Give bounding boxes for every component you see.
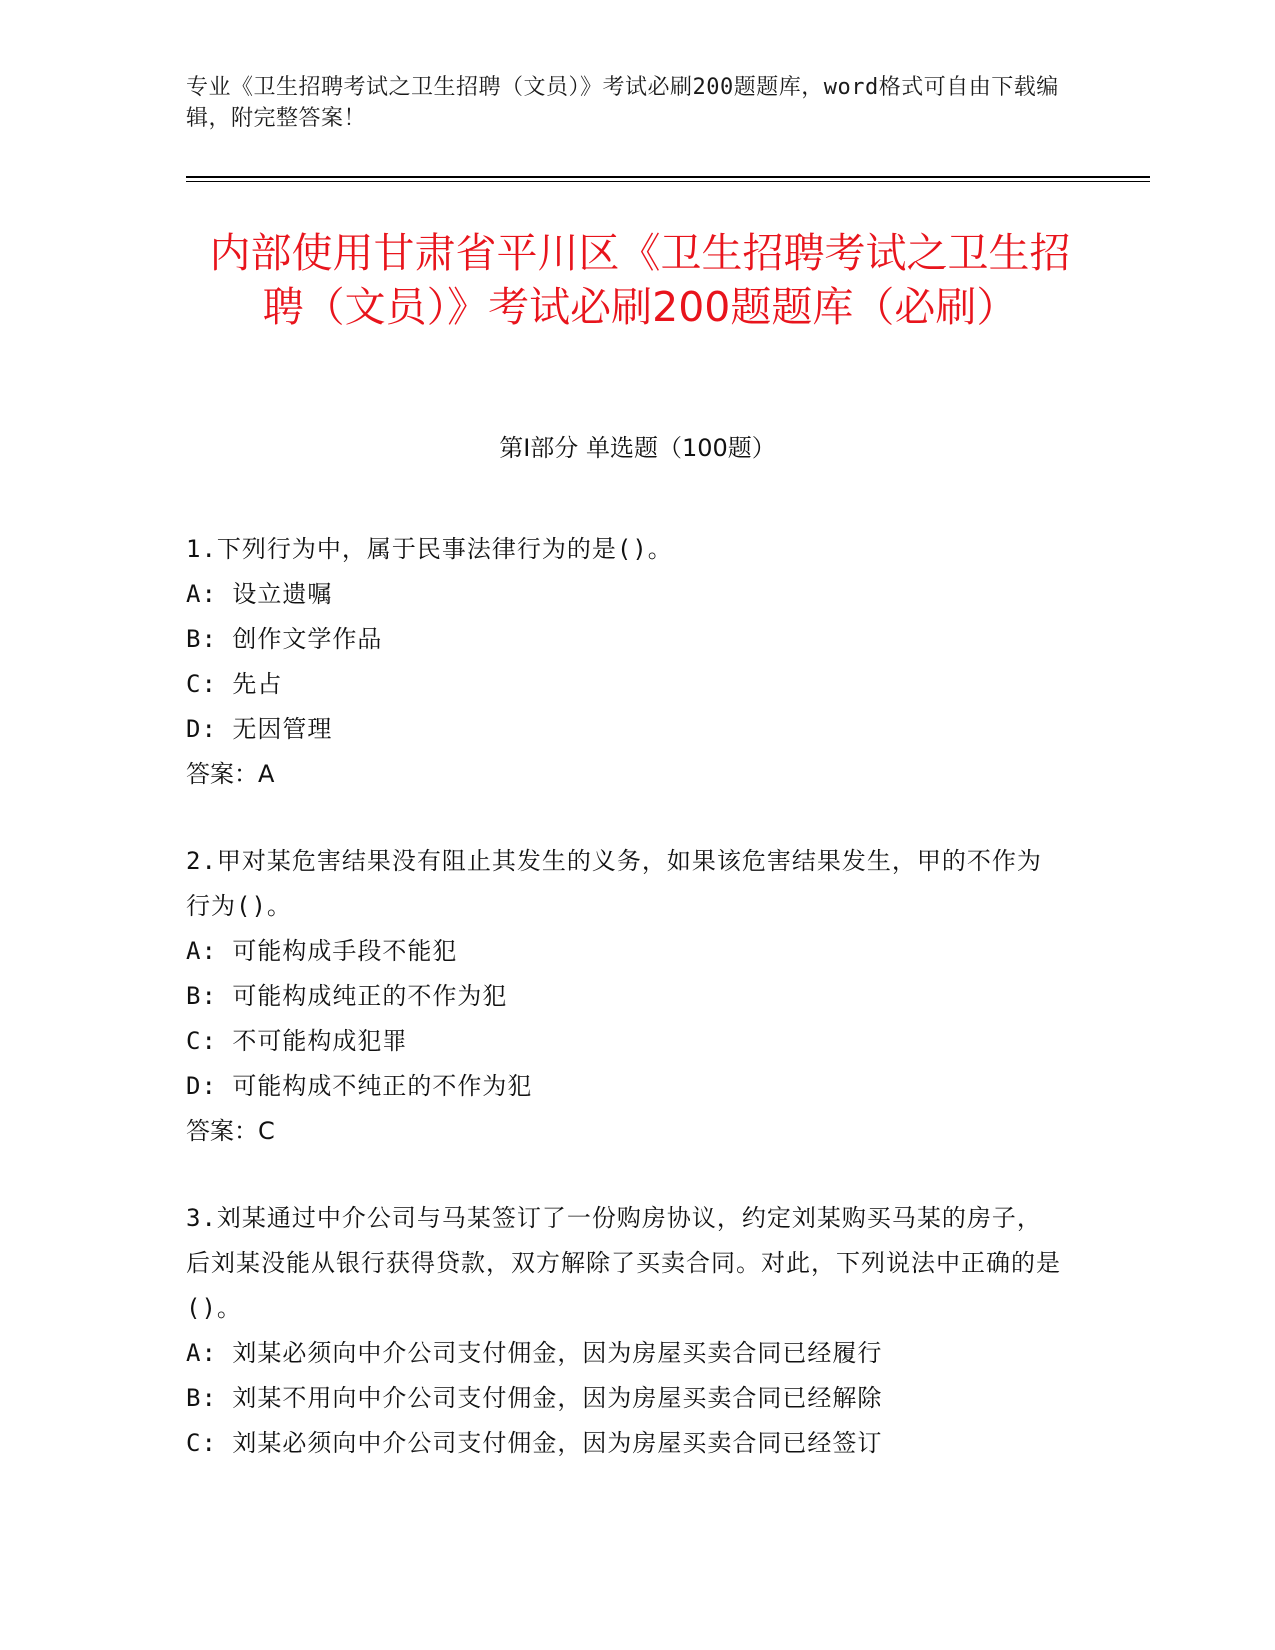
document-title: 内部使用甘肃省平川区《卫生招聘考试之卫生招聘（文员）》考试必刷200题题库（必刷） (209, 229, 1071, 331)
header-note: 专业《卫生招聘考试之卫生招聘（文员）》考试必刷200题题库，word格式可自由下载编辑，附完整答案！ (186, 75, 1059, 131)
option-d: D: 无因管理 (186, 715, 333, 743)
option-a: A: 可能构成手段不能犯 (186, 937, 458, 965)
question-stem: 2.甲对某危害结果没有阻止其发生的义务，如果该危害结果发生，甲的不作为行为()。 (186, 847, 1042, 920)
section-title: 第Ⅰ部分 单选题（100题） (499, 434, 776, 462)
answer-line: 答案：C (186, 1117, 275, 1145)
option-a: A: 刘某必须向中介公司支付佣金，因为房屋买卖合同已经履行 (186, 1339, 883, 1367)
question-1 (186, 527, 1066, 797)
answer-line: 答案：A (186, 760, 275, 788)
header-rule-thick (186, 176, 1150, 178)
question-2 (186, 839, 1066, 1154)
option-b: B: 刘某不用向中介公司支付佣金，因为房屋买卖合同已经解除 (186, 1384, 883, 1412)
option-c: C: 先占 (186, 670, 283, 698)
question-stem: 1.下列行为中，属于民事法律行为的是()。 (186, 535, 673, 563)
option-a: A: 设立遗嘱 (186, 580, 333, 608)
question-list (186, 527, 1066, 1508)
option-c: C: 不可能构成犯罪 (186, 1027, 408, 1055)
option-b: B: 可能构成纯正的不作为犯 (186, 982, 508, 1010)
header-rule-thin (186, 181, 1150, 182)
question-stem: 3.刘某通过中介公司与马某签订了一份购房协议，约定刘某购买马某的房子，后刘某没能从银行获得贷款，双方解除了买卖合同。对此，下列说法中正确的是()。 (186, 1204, 1061, 1322)
option-c: C: 刘某必须向中介公司支付佣金，因为房屋买卖合同已经签订 (186, 1429, 883, 1457)
option-b: B: 创作文学作品 (186, 625, 383, 653)
question-3 (186, 1196, 1066, 1466)
option-d: D: 可能构成不纯正的不作为犯 (186, 1072, 533, 1100)
